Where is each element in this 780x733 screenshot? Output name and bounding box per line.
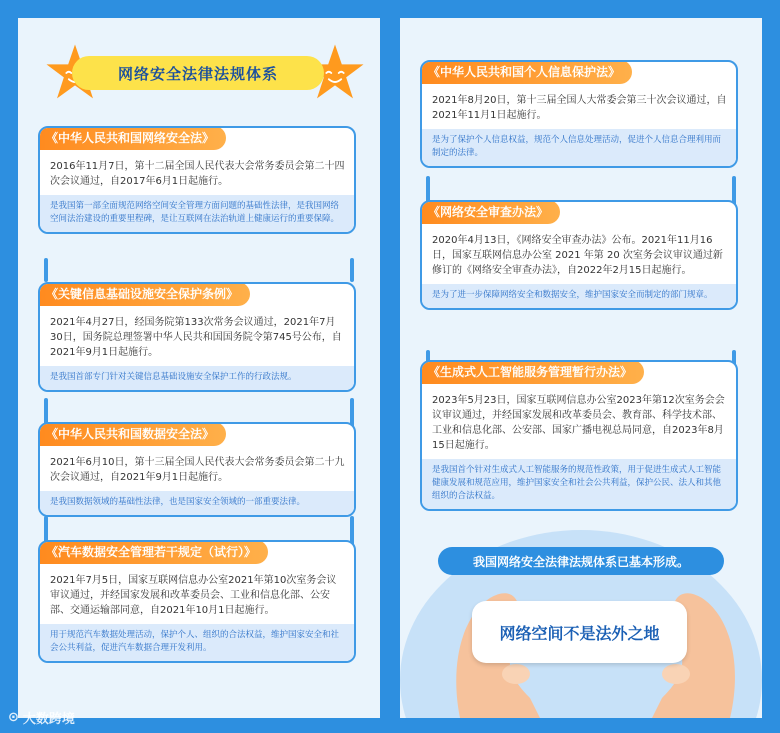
card-note: 是我国第一部全面规范网络空间安全管理方面问题的基础性法律，是我国网络空间法治建设的重要里程碑，是让互联网在法治轨道上健康运行的重要保障。 bbox=[40, 195, 354, 232]
card-note: 是我国首个针对生成式人工智能服务的规范性政策，用于促进生成式人工智能健康发展和规范应用，维护国家安全和社会公共利益，保护公民、法人和其他组织的合法权益。 bbox=[422, 459, 736, 509]
card-title: 《中华人民共和国网络安全法》 bbox=[38, 126, 226, 150]
watermark bbox=[8, 708, 75, 727]
law-card-cybersecurity-law bbox=[38, 126, 356, 234]
card-title: 《关键信息基础设施安全保护条例》 bbox=[38, 282, 250, 306]
card-body: 2021年8月20日，第十三届全国人大常委会第三十次会议通过，自2021年11月1日起施行。 bbox=[432, 95, 727, 121]
card-note: 用于规范汽车数据处理活动，保护个人、组织的合法权益，维护国家安全和社会公共利益，促进汽车数据合理开发利用。 bbox=[40, 624, 354, 661]
law-card-generative-ai bbox=[420, 360, 738, 511]
card-note: 是为了进一步保障网络安全和数据安全，维护国家安全而制定的部门规章。 bbox=[422, 284, 736, 308]
connector bbox=[44, 258, 48, 282]
page-title: 网络安全法律法规体系 bbox=[72, 56, 324, 90]
watermark-text: 大数跨境 bbox=[22, 712, 75, 727]
card-body: 2016年11月7日，第十二届全国人民代表大会常务委员会第二十四次会议通过，自2017年6月1日起施行。 bbox=[50, 161, 345, 187]
connector bbox=[350, 258, 354, 282]
card-title: 《生成式人工智能服务管理暂行办法》 bbox=[420, 360, 644, 384]
law-card-cii-regulation bbox=[38, 282, 356, 392]
card-body: 2021年4月27日，经国务院第133次常务会议通过，2021年7月30日，国务院总理签署中华人民共和国国务院令第745号公布，自2021年9月1日起施行。 bbox=[50, 317, 342, 358]
card-body: 2021年6月10日，第十三届全国人民代表大会常务委员会第二十九次会议通过，自2021年9月1日起施行。 bbox=[50, 457, 345, 483]
card-note: 是为了保护个人信息权益，规范个人信息处理活动，促进个人信息合理利用而制定的法律。 bbox=[422, 129, 736, 166]
card-title: 《网络安全审查办法》 bbox=[420, 200, 560, 224]
card-title: 《汽车数据安全管理若干规定（试行）》 bbox=[38, 540, 268, 564]
slogan-card: 网络空间不是法外之地 bbox=[472, 601, 687, 663]
card-title: 《中华人民共和国数据安全法》 bbox=[38, 422, 226, 446]
card-body: 2020年4月13日，《网络安全审查办法》公布。2021年11月16日，国家互联网信息办公室 2021 年第 20 次室务会议审议通过新修订的《网络安全审查办法》，自2022年2月15日起施行。 bbox=[432, 235, 723, 276]
law-card-cybersecurity-review bbox=[420, 200, 738, 310]
law-card-pipl bbox=[420, 60, 738, 168]
card-note: 是我国首部专门针对关键信息基础设施安全保护工作的行政法规。 bbox=[40, 366, 354, 390]
card-body: 2021年7月5日，国家互联网信息办公室2021年第10次室务会议审议通过，并经国家发展和改革委员会、工业和信息化部、公安部、交通运输部同意，自2021年10月1日起施行。 bbox=[50, 575, 337, 616]
card-title: 《中华人民共和国个人信息保护法》 bbox=[420, 60, 632, 84]
card-body: 2023年5月23日，国家互联网信息办公室2023年第12次室务会会议审议通过，并经国家发展和改革委员会、教育部、科学技术部、工业和信息化部、公安部、国家广播电视总局同意，自2023年8月15日起施行。 bbox=[432, 395, 725, 451]
summary-banner: 我国网络安全法律法规体系已基本形成。 bbox=[438, 547, 724, 575]
law-card-auto-data-regulation bbox=[38, 540, 356, 663]
card-note: 是我国数据领域的基础性法律，也是国家安全领域的一部重要法律。 bbox=[40, 491, 354, 515]
logo-icon: ⊙ bbox=[8, 710, 19, 725]
law-card-data-security-law bbox=[38, 422, 356, 517]
